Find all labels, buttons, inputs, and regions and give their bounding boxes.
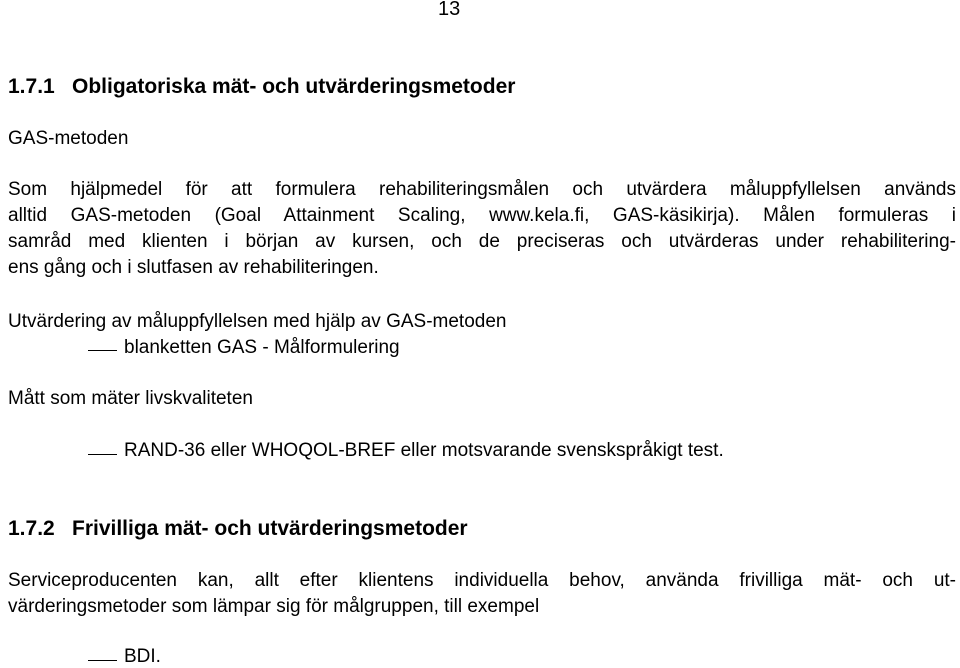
paragraph-line: alltid GAS-metoden (Goal Attainment Scaling, www.kela.fi, GAS-käsikirja). Målen formuleras i [8,205,956,226]
bullet-bdi: BDI. [124,646,161,667]
dash-bullet [88,660,117,661]
section-title: Obligatoriska mät- och utvärderingsmetoder [72,75,516,98]
paragraph-gas-description [8,177,956,281]
page-number: 13 [438,0,461,20]
paragraph-line: Serviceproducenten kan, allt efter klientens individuella behov, använda frivilliga mät- och ut- [8,570,956,591]
paragraph-line: ens gång och i slutfasen av rehabiliteringen. [8,257,379,278]
dash-bullet [88,350,117,351]
bullet-rand-36: RAND-36 eller WHOQOL-BREF eller motsvarande svenskspråkigt test. [124,440,724,461]
evaluation-heading: Utvärdering av måluppfyllelsen med hjälp av GAS-metoden [8,311,507,332]
dash-bullet [88,454,117,455]
section-heading-1-7-2 [8,517,468,541]
section-number: 1.7.2 [8,517,55,540]
section-title: Frivilliga mät- och utvärderingsmetoder [72,517,468,540]
bullet-gas-form: blanketten GAS - Målformulering [124,337,400,358]
paragraph-line: samråd med klienten i början av kursen, och de preciseras och utvärderas under rehabilitering- [8,231,956,252]
quality-of-life-heading: Mått som mäter livskvaliteten [8,388,253,409]
section-number: 1.7.1 [8,75,55,98]
paragraph-voluntary-methods [8,568,956,620]
gas-method-heading: GAS-metoden [8,128,129,149]
paragraph-line: värderingsmetoder som lämpar sig för målgruppen, till exempel [8,596,540,617]
section-heading-1-7-1 [8,75,515,99]
paragraph-line: Som hjälpmedel för att formulera rehabiliteringsmålen och utvärdera måluppfyllelsen används [8,179,956,200]
